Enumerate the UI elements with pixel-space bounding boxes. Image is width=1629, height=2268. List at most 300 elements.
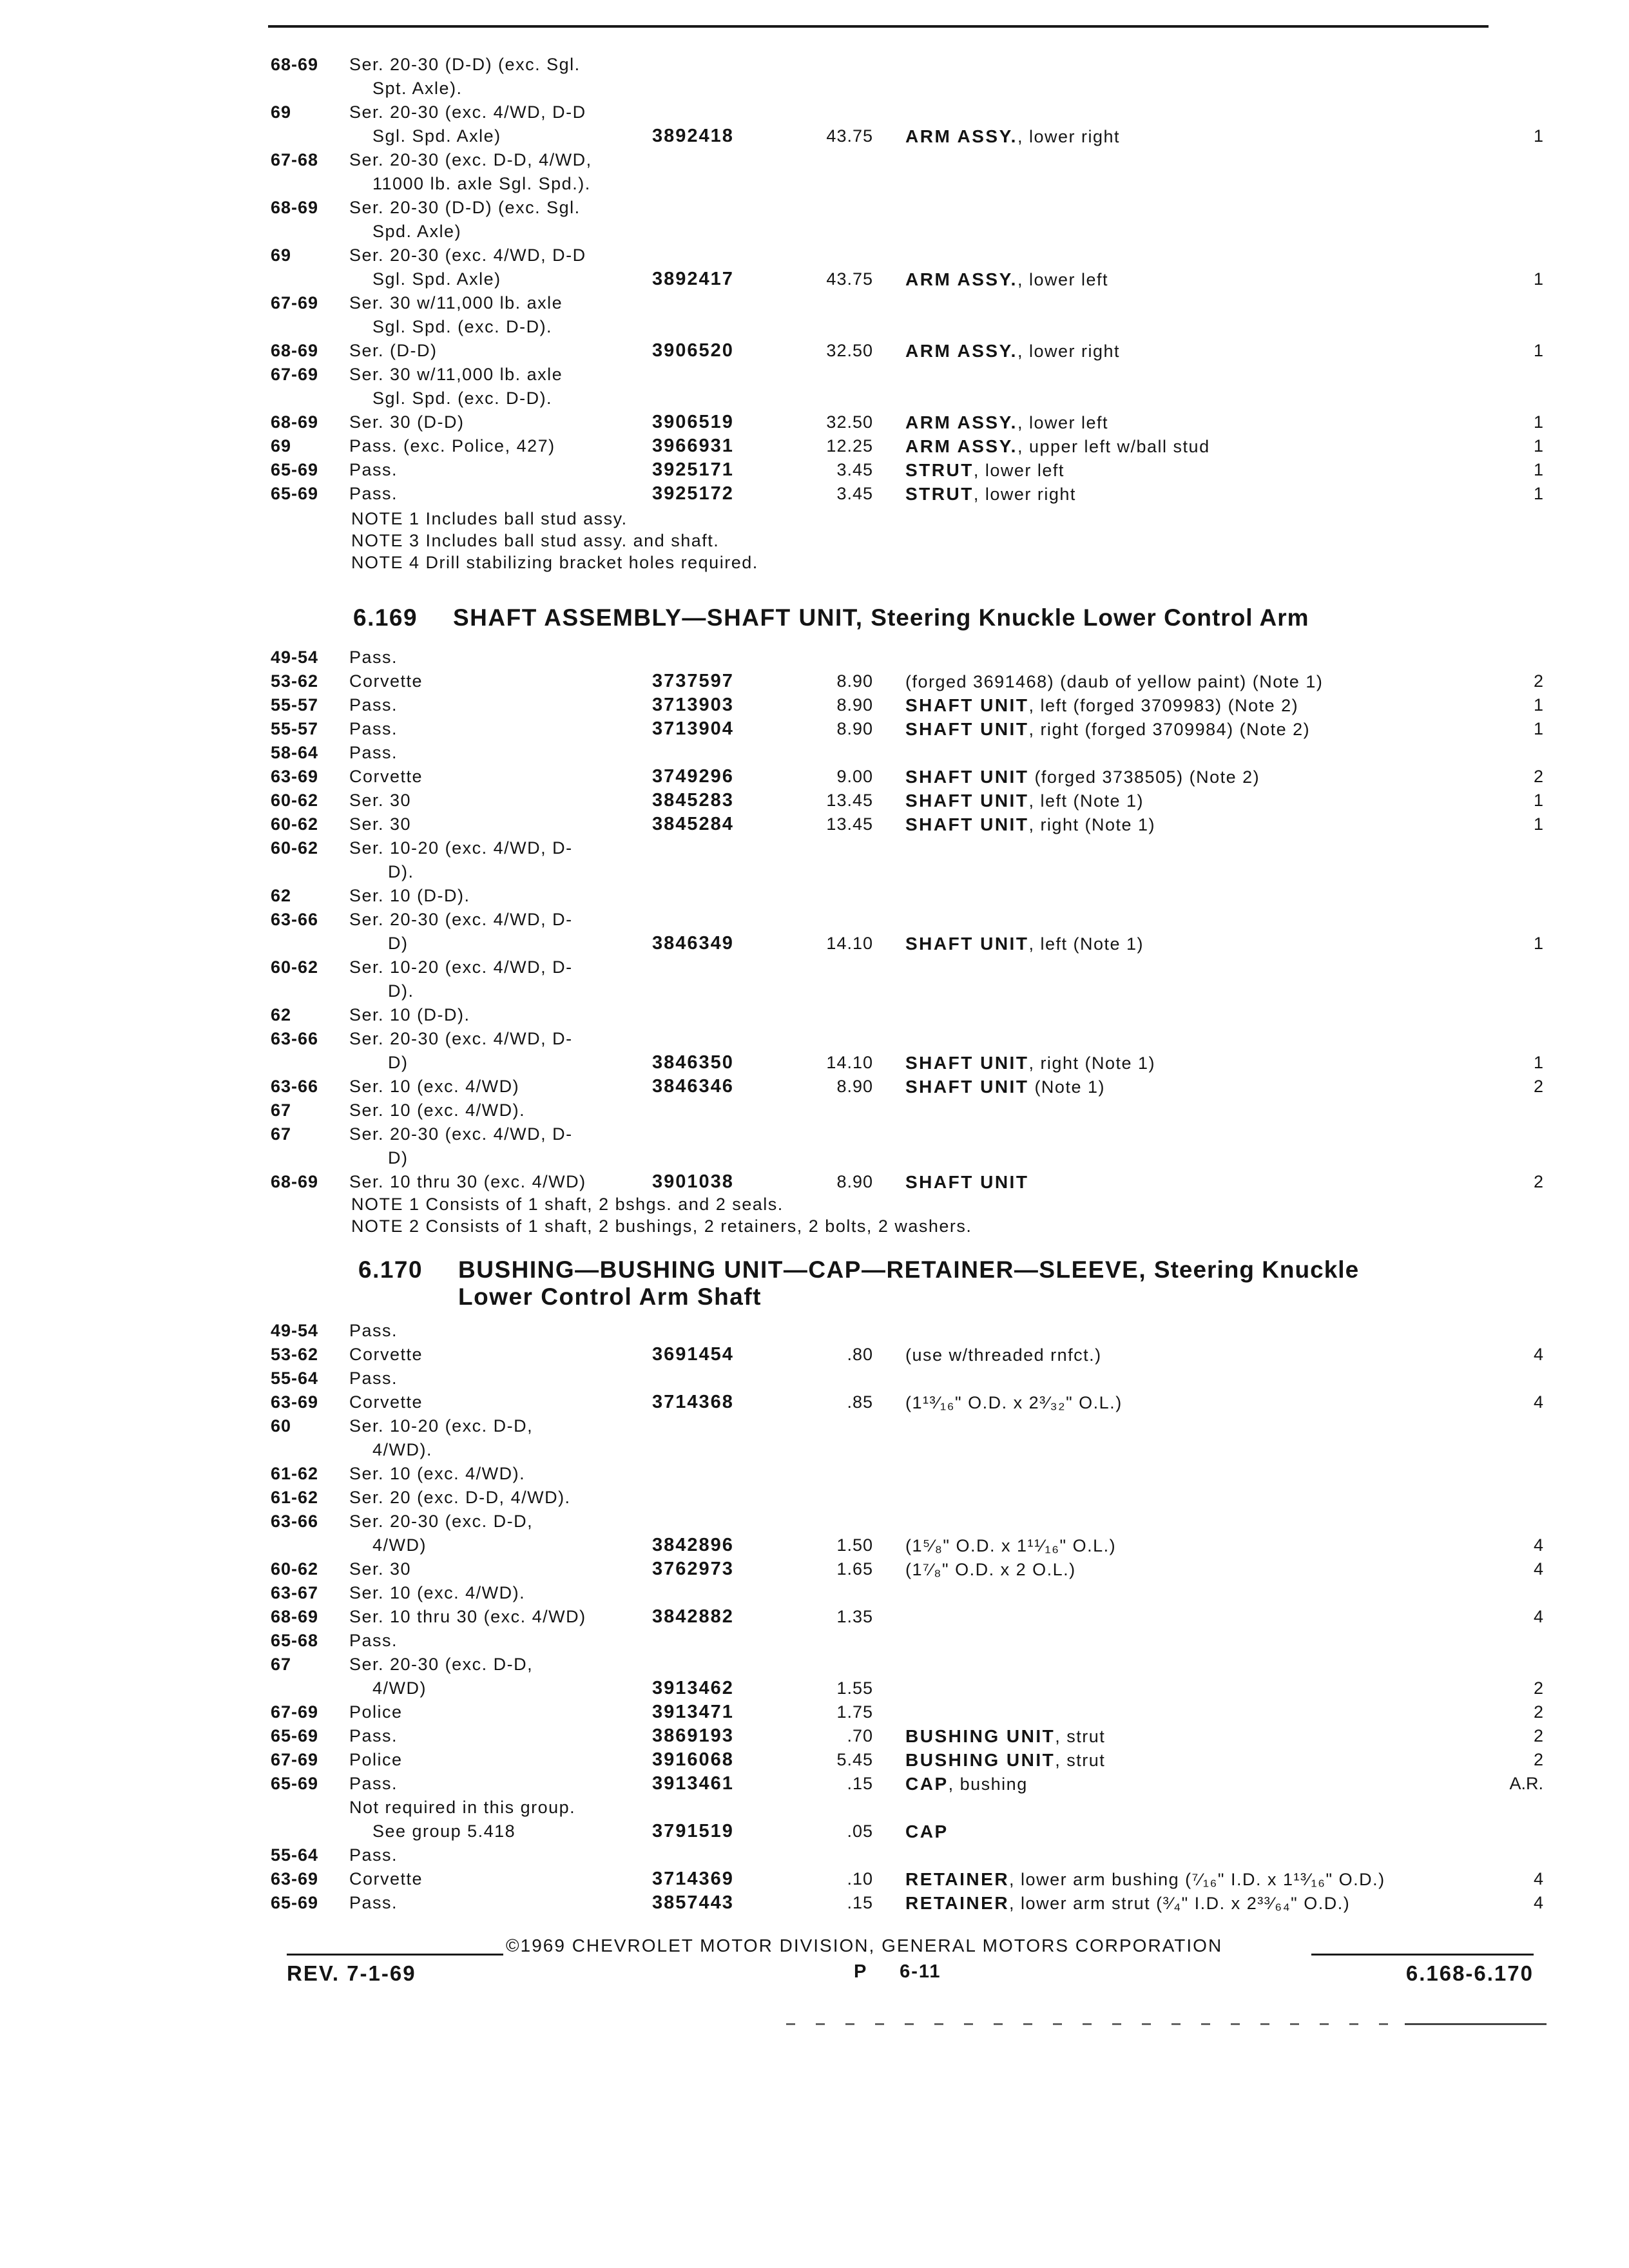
part-name-bold: SHAFT UNIT: [905, 719, 1029, 739]
model-years: 69: [271, 436, 292, 456]
list-price: .70: [847, 1726, 873, 1745]
list-price: 32.50: [826, 412, 873, 432]
table-row: [271, 124, 1543, 148]
description-text: Pass.: [349, 1845, 398, 1865]
model-years: 68-69: [271, 55, 319, 74]
model-description: [349, 1027, 573, 1051]
part-name-bold: BUSHING UNIT: [905, 1750, 1055, 1770]
description-text: Pass.: [349, 743, 398, 762]
model-description: [349, 1462, 525, 1486]
part-number: 3906520: [652, 340, 734, 361]
model-description: [349, 363, 563, 387]
description-text: Ser. 10-20 (exc. D-D,: [349, 1416, 534, 1436]
model-years: 65-69: [271, 1774, 319, 1793]
description-text: Ser. 20-30 (exc. D-D, 4/WD,: [349, 150, 592, 169]
part-name-detail: , lower left: [1017, 413, 1108, 432]
page-number: P 6-11: [854, 1961, 941, 1982]
model-description: [349, 1414, 533, 1438]
table-row: [271, 1748, 1543, 1772]
part-name-bold: SHAFT UNIT: [905, 934, 1029, 954]
description-text: D).: [388, 981, 414, 1001]
part-number: 3749296: [652, 766, 734, 787]
description-text: Ser. 10 (exc. 4/WD).: [349, 1464, 526, 1483]
part-name: [905, 1724, 1105, 1749]
model-description: [349, 1581, 525, 1605]
part-name: [905, 267, 1108, 292]
table-row: [271, 1700, 1543, 1724]
table-row: [271, 482, 1543, 506]
table-row: [271, 1772, 1543, 1796]
section-6-169-table: [271, 646, 1543, 1194]
scan-artifact-line: [1405, 2023, 1547, 2025]
quantity: 1: [1533, 719, 1543, 738]
description-text: Pass.: [349, 460, 398, 479]
section-subtitle: Steering Knuckle Lower Control Arm: [871, 604, 1309, 631]
description-text: Ser. 30 w/11,000 lb. axle: [349, 293, 563, 312]
list-price: 14.10: [826, 934, 873, 953]
part-number: 3901038: [652, 1171, 734, 1192]
model-description: [349, 1367, 398, 1390]
quantity: 4: [1533, 1869, 1543, 1888]
table-row: [271, 693, 1543, 717]
model-years: 68-69: [271, 198, 319, 217]
part-name: [905, 765, 1260, 789]
table-row: [271, 765, 1543, 789]
quantity: 2: [1533, 1702, 1543, 1722]
part-name: [905, 1867, 1385, 1892]
description-text: Pass.: [349, 648, 398, 667]
part-name: [905, 410, 1108, 435]
list-price: 8.90: [836, 1172, 873, 1191]
table-row: [271, 1557, 1543, 1581]
table-row: [271, 812, 1543, 836]
model-description: [349, 1486, 571, 1510]
list-price: 12.25: [826, 436, 873, 456]
table-row: [271, 836, 1534, 860]
quantity: 1: [1533, 934, 1543, 953]
list-price: 8.90: [836, 695, 873, 715]
part-name-detail: , left (forged 3709983) (Note 2): [1028, 696, 1299, 715]
description-text: D): [388, 1148, 409, 1168]
list-price: 3.45: [836, 460, 873, 479]
model-years: 68-69: [271, 1172, 319, 1191]
table-row: [271, 1462, 1534, 1486]
model-years: 67-68: [271, 150, 319, 169]
description-text: Ser. 10-20 (exc. 4/WD, D-: [349, 838, 573, 858]
part-name-detail: , bushing: [948, 1774, 1028, 1794]
list-price: 9.00: [836, 767, 873, 786]
part-number: 3737597: [652, 671, 734, 691]
description-text: 4/WD): [372, 1535, 427, 1555]
part-name: [905, 1533, 1116, 1558]
model-years: 63-66: [271, 1029, 319, 1048]
description-text: Ser. 10 (exc. 4/WD).: [349, 1100, 526, 1120]
table-row: [271, 101, 1534, 124]
quantity: A.R.: [1509, 1774, 1543, 1793]
part-name-detail: , right (forged 3709984) (Note 2): [1028, 720, 1311, 739]
table-row: [271, 1843, 1534, 1867]
table-row: [271, 908, 1534, 932]
model-description: [349, 291, 563, 315]
table-row: [271, 741, 1534, 765]
model-description: [349, 669, 423, 693]
description-text: 11000 lb. axle Sgl. Spd.).: [372, 174, 591, 193]
part-number: 3892418: [652, 126, 734, 146]
quantity: 1: [1533, 412, 1543, 432]
model-description: [349, 1557, 411, 1581]
quantity: 2: [1533, 1678, 1543, 1698]
part-number: 3691454: [652, 1344, 734, 1365]
part-name-bold: BUSHING UNIT: [905, 1726, 1055, 1746]
description-text: Ser. 10 (exc. 4/WD).: [349, 1583, 526, 1602]
part-name-detail: , lower arm bushing (⁷⁄₁₆" I.D. x 1¹³⁄₁₆" O.D.): [1009, 1870, 1385, 1889]
section-6-170-heading: [276, 1256, 1359, 1311]
part-name-detail: , strut: [1055, 1751, 1106, 1770]
table-row: [271, 1629, 1534, 1653]
part-name: [905, 458, 1065, 483]
part-name: [905, 717, 1310, 742]
model-years: 60: [271, 1416, 292, 1436]
part-number: 3846349: [652, 933, 734, 954]
description-text: Corvette: [349, 1869, 423, 1888]
part-name-detail: , lower right: [973, 485, 1076, 504]
table-row: [271, 1677, 1543, 1700]
model-description: [349, 1843, 398, 1867]
table-row: [271, 1510, 1534, 1533]
part-name: [905, 1170, 1028, 1195]
quantity: 1: [1533, 814, 1543, 834]
part-name-bold: RETAINER: [905, 1869, 1010, 1889]
table-row: [271, 339, 1543, 363]
quantity: 1: [1533, 484, 1543, 503]
model-years: 67-69: [271, 1750, 319, 1769]
table-row: [271, 458, 1543, 482]
description-text: Sgl. Spd. (exc. D-D).: [372, 389, 553, 408]
model-years: 61-62: [271, 1464, 319, 1483]
model-description: [349, 741, 398, 765]
model-years: 60-62: [271, 814, 319, 834]
description-text: Pass. (exc. Police, 427): [349, 436, 555, 456]
part-number: 3925171: [652, 459, 734, 480]
model-years: 63-67: [271, 1583, 319, 1602]
description-text: Ser. 20-30 (D-D) (exc. Sgl.: [349, 55, 581, 74]
part-name: [905, 1557, 1076, 1582]
model-years: 67-69: [271, 293, 319, 312]
model-description: [349, 1319, 398, 1343]
part-name: [905, 1891, 1350, 1916]
model-description: [349, 1075, 519, 1099]
list-price: 1.65: [836, 1559, 873, 1579]
list-price: 43.75: [826, 126, 873, 146]
part-name: [905, 1748, 1105, 1773]
description-text: Pass.: [349, 719, 398, 738]
part-name-bold: SHAFT UNIT: [905, 1077, 1029, 1097]
part-number: 3845284: [652, 814, 734, 834]
description-text: Ser. 20-30 (D-D) (exc. Sgl.: [349, 198, 581, 217]
model-description: [388, 860, 414, 884]
quantity: 1: [1533, 269, 1543, 289]
quantity: 1: [1533, 436, 1543, 456]
table-row: [271, 860, 1534, 884]
part-number: 3966931: [652, 436, 734, 456]
description-text: Ser. 20 (exc. D-D, 4/WD).: [349, 1488, 571, 1507]
table-row: [271, 1051, 1543, 1075]
top-rule: [268, 25, 1489, 28]
table-row: [271, 956, 1534, 979]
section-subtitle: Steering Knuckle: [1153, 1256, 1360, 1283]
list-price: 13.45: [826, 791, 873, 810]
part-name: [905, 932, 1144, 956]
part-name-bold: ARM ASSY.: [905, 341, 1017, 361]
part-name-detail: (use w/threaded rnfct.): [905, 1345, 1102, 1365]
model-description: [349, 101, 586, 124]
model-description: [349, 908, 573, 932]
section-number: 6.169: [353, 604, 418, 631]
part-name-detail: (Note 1): [1028, 1077, 1105, 1097]
description-text: Ser. 30 (D-D): [349, 412, 465, 432]
model-description: [349, 1003, 470, 1027]
table-row: [271, 1486, 1534, 1510]
table-row: [271, 1003, 1534, 1027]
table-row: [271, 1724, 1543, 1748]
table-row: [271, 1796, 1534, 1820]
table-row: [271, 789, 1543, 812]
list-price: 14.10: [826, 1053, 873, 1072]
part-number: 3913461: [652, 1773, 734, 1794]
description-text: Sgl. Spd. Axle): [372, 126, 501, 146]
list-price: 8.90: [836, 1077, 873, 1096]
table-row: [271, 1653, 1534, 1677]
table-row: [271, 1122, 1534, 1146]
part-name-detail: , upper left w/ball stud: [1017, 437, 1210, 456]
copyright-text: ©1969 CHEVROLET MOTOR DIVISION, GENERAL MOTORS CORPORATION: [506, 1936, 1223, 1956]
table-row: [271, 1891, 1543, 1915]
model-description: [349, 53, 581, 77]
model-description: [388, 1051, 409, 1075]
model-description: [388, 1146, 409, 1170]
description-text: Sgl. Spd. (exc. D-D).: [372, 317, 553, 336]
model-description: [349, 1510, 533, 1533]
description-text: Pass.: [349, 1893, 398, 1912]
description-text: Pass.: [349, 1369, 398, 1388]
quantity: 1: [1533, 126, 1543, 146]
model-years: 62: [271, 1005, 292, 1024]
quantity: 2: [1533, 1172, 1543, 1191]
part-name-detail: (forged 3691468) (daub of yellow paint) (Note 1): [905, 672, 1324, 691]
model-years: 62: [271, 886, 292, 905]
model-description: [349, 693, 398, 717]
model-years: 60-62: [271, 1559, 319, 1579]
table-row: [271, 410, 1543, 434]
model-description: [372, 315, 552, 339]
model-description: [372, 172, 591, 196]
model-years: 65-69: [271, 1726, 319, 1745]
footnote: NOTE 3 Includes ball stud assy. and shaft.: [351, 531, 720, 550]
page-footer: [287, 1936, 1534, 1990]
model-years: 68-69: [271, 341, 319, 360]
part-name-bold: CAP: [905, 1774, 949, 1794]
model-years: 63-66: [271, 910, 319, 929]
list-price: 5.45: [836, 1750, 873, 1769]
footnote: NOTE 1 Consists of 1 shaft, 2 bshgs. and 2 seals.: [351, 1195, 784, 1214]
description-text: D): [388, 1053, 409, 1072]
list-price: 1.50: [836, 1535, 873, 1555]
model-description: [388, 979, 414, 1003]
model-description: [349, 812, 411, 836]
part-name-bold: ARM ASSY.: [905, 126, 1017, 146]
model-description: [349, 956, 573, 979]
model-description: [349, 1891, 398, 1915]
table-row: [271, 172, 1534, 196]
part-name-bold: SHAFT UNIT: [905, 767, 1029, 787]
model-description: [372, 220, 461, 244]
model-description: [349, 884, 470, 908]
model-years: 63-66: [271, 1077, 319, 1096]
model-years: 63-69: [271, 1869, 319, 1888]
quantity: 1: [1533, 695, 1543, 715]
table-row: [271, 267, 1543, 291]
description-text: Corvette: [349, 1392, 423, 1412]
model-years: 67-69: [271, 365, 319, 384]
part-name-detail: (forged 3738505) (Note 2): [1028, 767, 1260, 787]
model-years: 61-62: [271, 1488, 319, 1507]
description-text: Ser. 10-20 (exc. 4/WD, D-: [349, 957, 573, 977]
section-number: 6.170: [358, 1256, 423, 1283]
part-number: 3846346: [652, 1076, 734, 1097]
list-price: 43.75: [826, 269, 873, 289]
table-row: [271, 220, 1534, 244]
model-description: [349, 1122, 573, 1146]
model-years: 65-69: [271, 484, 319, 503]
part-number: 3713903: [652, 695, 734, 715]
part-name-detail: , lower right: [1017, 341, 1120, 361]
table-row: [271, 53, 1534, 77]
description-text: Ser. 10 (D-D).: [349, 1005, 470, 1024]
part-name: [905, 1820, 949, 1844]
description-text: Ser. 20-30 (exc. 4/WD, D-D: [349, 245, 586, 265]
part-name-bold: SHAFT UNIT: [905, 1172, 1029, 1192]
description-text: Sgl. Spd. Axle): [372, 269, 501, 289]
table-row: [271, 669, 1543, 693]
table-row: [271, 1414, 1534, 1438]
table-row: [271, 884, 1534, 908]
table-row: [271, 1146, 1534, 1170]
model-description: [372, 1820, 516, 1843]
model-description: [349, 765, 423, 789]
quantity: 4: [1533, 1392, 1543, 1412]
model-years: 55-64: [271, 1369, 319, 1388]
model-description: [372, 1533, 427, 1557]
table-row: [271, 979, 1534, 1003]
model-description: [349, 717, 398, 741]
revision-date: REV. 7-1-69: [287, 1961, 416, 1985]
part-name-bold: SHAFT UNIT: [905, 791, 1029, 811]
section-6-170-table: [271, 1319, 1543, 1915]
part-number: 3714369: [652, 1869, 734, 1889]
model-description: [349, 1390, 423, 1414]
part-name-bold: ARM ASSY.: [905, 412, 1017, 432]
description-text: Ser. 30: [349, 814, 412, 834]
model-description: [372, 77, 463, 101]
quantity: 2: [1533, 1726, 1543, 1745]
model-description: [349, 1170, 586, 1194]
part-name-detail: , right (Note 1): [1028, 815, 1155, 834]
model-years: 60-62: [271, 791, 319, 810]
quantity: 1: [1533, 341, 1543, 360]
description-text: Ser. 20-30 (exc. 4/WD, D-: [349, 1124, 573, 1144]
description-text: See group 5.418: [372, 1821, 516, 1841]
footnote: NOTE 1 Includes ball stud assy.: [351, 509, 628, 528]
list-price: 13.45: [826, 814, 873, 834]
quantity: 2: [1533, 767, 1543, 786]
table-row: [271, 77, 1534, 101]
description-text: Pass.: [349, 1631, 398, 1650]
quantity: 2: [1533, 671, 1543, 691]
quantity: 4: [1533, 1607, 1543, 1626]
quantity: 4: [1533, 1893, 1543, 1912]
model-description: [349, 434, 555, 458]
part-name-detail: (1¹³⁄₁₆" O.D. x 2³⁄₃₂" O.L.): [905, 1393, 1123, 1412]
model-description: [349, 789, 411, 812]
part-name-bold: RETAINER: [905, 1893, 1010, 1913]
table-row: [271, 363, 1534, 387]
part-name-bold: ARM ASSY.: [905, 436, 1017, 456]
table-row: [271, 1027, 1534, 1051]
model-description: [349, 1629, 398, 1653]
description-text: Ser. (D-D): [349, 341, 438, 360]
description-text: Ser. 20-30 (exc. 4/WD, D-: [349, 910, 573, 929]
model-years: 55-64: [271, 1845, 319, 1865]
description-text: Ser. 10 (D-D).: [349, 886, 470, 905]
model-years: 55-57: [271, 695, 319, 715]
section-title: BUSHING—BUSHING UNIT—CAP—RETAINER—SLEEVE,: [458, 1256, 1147, 1283]
quantity: 1: [1533, 791, 1543, 810]
part-name: [905, 1390, 1123, 1415]
model-years: 53-62: [271, 1345, 319, 1364]
footnote: NOTE 4 Drill stabilizing bracket holes required.: [351, 553, 758, 572]
model-years: 65-69: [271, 1893, 319, 1912]
description-text: D): [388, 934, 409, 953]
model-years: 60-62: [271, 838, 319, 858]
table-row: [271, 1075, 1543, 1099]
table-row: [271, 932, 1543, 956]
part-name-bold: SHAFT UNIT: [905, 814, 1029, 834]
model-description: [349, 244, 586, 267]
part-name: [905, 124, 1120, 149]
quantity: 4: [1533, 1535, 1543, 1555]
table-row: [271, 1581, 1534, 1605]
model-description: [349, 410, 465, 434]
footer-rule-left: [287, 1954, 503, 1956]
model-description: [349, 482, 398, 506]
description-text: 4/WD).: [372, 1440, 432, 1459]
model-years: 49-54: [271, 648, 319, 667]
description-text: D).: [388, 862, 414, 881]
quantity: 1: [1533, 460, 1543, 479]
model-years: 55-57: [271, 719, 319, 738]
description-text: Ser. 20-30 (exc. 4/WD, D-D: [349, 102, 586, 122]
part-name-detail: (1⁷⁄₈" O.D. x 2 O.L.): [905, 1560, 1076, 1579]
description-text: Ser. 20-30 (exc. D-D,: [349, 1655, 534, 1674]
footnote: NOTE 2 Consists of 1 shaft, 2 bushings, 2 retainers, 2 bolts, 2 washers.: [351, 1216, 972, 1236]
description-text: Ser. 30: [349, 1559, 412, 1579]
part-name-bold: SHAFT UNIT: [905, 1053, 1029, 1073]
description-text: Corvette: [349, 767, 423, 786]
list-price: 8.90: [836, 719, 873, 738]
table-row: [271, 646, 1534, 669]
list-price: .80: [847, 1345, 873, 1364]
model-description: [372, 1677, 427, 1700]
